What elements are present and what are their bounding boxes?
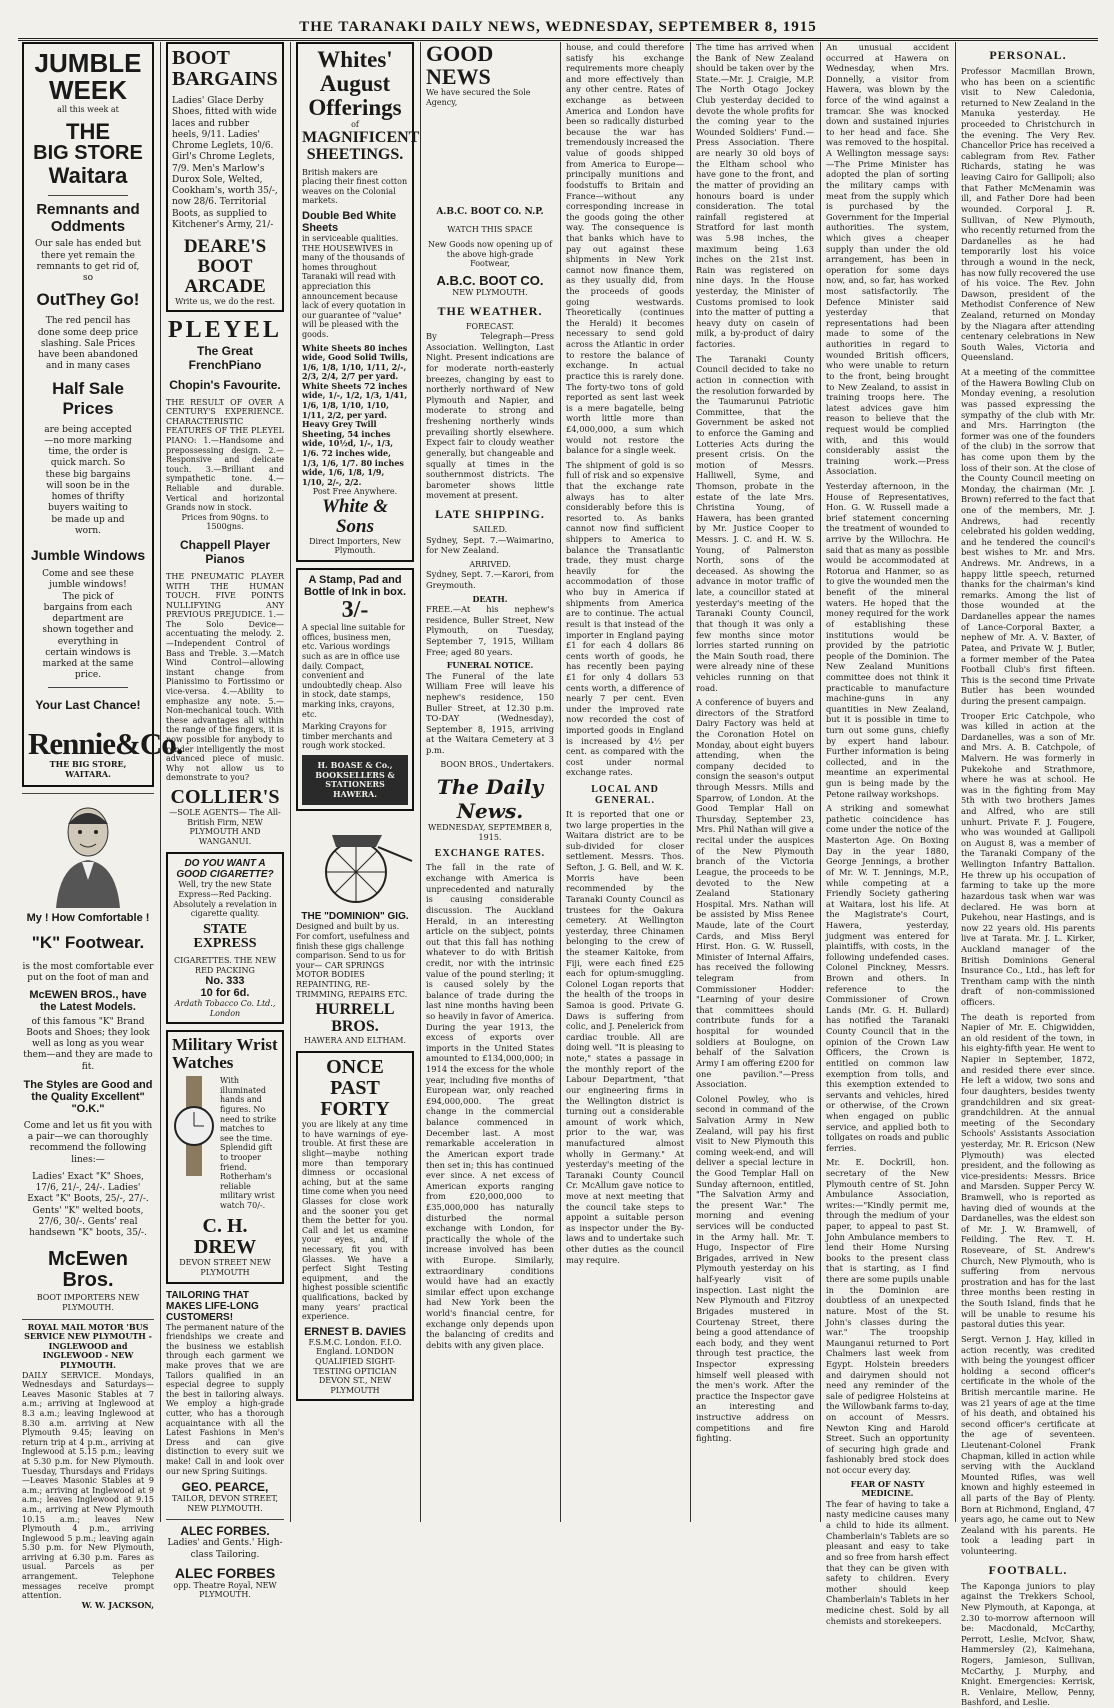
mail-heading: ROYAL MAIL MOTOR 'BUS SERVICE NEW PLYMOUTH - INGLEWOOD and INGLEWOOD - NEW PLYMOUTH. [24, 1321, 152, 1371]
daily-news-title: The Daily News. [436, 775, 544, 824]
fear-text: The fear of having to take a nasty medicine causes many a child to hide its ailment. Chamberlain's Tablets are so pleasant and easy to take and so free from harsh effect that they can be given with safety to children. Every mother should keep Chamberlain's Tablets in her medicine chest. Sold by all chemists and storekeepers. [826, 1498, 949, 1626]
column-rule [820, 42, 821, 1522]
column-rule [955, 42, 956, 1522]
pearce-heading: GEO. PEARCE, [181, 1480, 269, 1495]
masthead [18, 8, 1098, 41]
daily-date: WEDNESDAY, SEPTEMBER 8, 1915. [428, 823, 552, 842]
pearce-sub: TAILOR, DEVON STREET, NEW PLYMOUTH. [171, 1494, 279, 1513]
death-heading: DEATH. [472, 593, 508, 604]
hurrell-advert [296, 817, 414, 1045]
forty-heading: ONCE PAST FORTY [320, 1056, 390, 1121]
abc-heading-1: A.B.C. BOOT CO. N.P. [436, 207, 544, 218]
rennie-logo: Rennie&Co. [28, 725, 183, 761]
goodnews-text: We have secured the Sole Agency, [426, 88, 531, 107]
k-lines: Ladies' Exact "K" Shoes, 17/6, 21/-, 24/-. Ladies' Exact "K" Boots, 25/-, 27/-. Gents' "K" welted boots, 27/6, 30/-. Gents' real handsewn "K" boots, 35/-. [27, 1171, 149, 1239]
chappell-heading: Chappell Player Pianos [179, 537, 271, 566]
dominion-heading: THE "DOMINION" GIG. [301, 911, 409, 923]
comfort-heading: My ! How Comfortable ! [26, 912, 150, 925]
column-rule [560, 42, 561, 1522]
military-text: With illuminated hands and figures. No need to strike matches to see the time. Splendid gift to trooper friend. Rotherham's reliable military wrist watch 70/-. [220, 1076, 277, 1210]
arrived-text: Sydney, Sept. 7.—Karori, from Greymouth. [426, 569, 554, 590]
alec-text: Ladies' and Gents.' High-class Tailoring. [167, 1538, 283, 1560]
whitesons-logo: White & Sons [322, 496, 388, 537]
week-heading: WEEK [49, 75, 127, 106]
double-text: in serviceable qualities. THE HOUSEWIVES in many of the thousands of homes throughout Taranaki will read with appreciation this announcement because lack of every quotation in our guarantee of "value" will be pleased with the goods. [302, 233, 406, 339]
column-4 [426, 42, 554, 1522]
deare-sub: Write us, we do the rest. [175, 296, 275, 306]
davies-heading: ERNEST B. DAVIES [304, 1325, 406, 1338]
remnants-heading: Remnants and Oddments [36, 201, 140, 236]
personal-5: Sergt. Vernon J. Hay, killed in action recently, was credited with being the youngest officer holding a second officer's certificate in the whole of the British mercantile marine. He was 21 years of age at the time of his death, and obtained his second officer's certificate at the age of seventeen. Lieutenant-Colonel Frank Chapman, killed in action while serving with the Auckland Mounted Rifles, was well known and highly esteemed in all parts of the Bay of Plenty. Born at Richmond, England, 47 years ago, he came out to New Zealand with his parents. He took a leading part in volunteering. [961, 1333, 1095, 1557]
collier-sub: —SOLE AGENTS— The All-British Firm, NEW PLYMOUTH AND WANGANUI. [169, 807, 281, 846]
abc-heading-2: A.B.C. BOOT CO. [436, 273, 544, 288]
chopin-heading: Chopin's Favourite. [169, 377, 281, 392]
boot-text: Ladies' Glace Derby Shoes, fitted with wide laces and rubber heels, 9/11. Ladies' Chrome Leglets, 10/6. Girl's Chrome Leglets, 7/9. Men's Marlow's Durox Sole, Welted, Cookham's, worth 35/-, now 28/6. Territorial Boots, as supplied to Kitchener's Army, 21/- [172, 96, 278, 230]
funeral-text: The Funeral of the late William Free will leave his nephew's residence, 150 Buller Street, at 12.30 p.m. TO-DAY (Wednesday), September 8, 1915, arriving at the Waitara Cemetery at 3 p.m. [426, 670, 554, 756]
stamp-heading: A Stamp, Pad and Bottle of Ink in box. [303, 574, 407, 599]
death-text: FREE.—At his nephew's residence, Buller Street, New Plymouth, on Tuesday, September 7, 1915, William Free; aged 80 years. [426, 604, 554, 657]
military-heading: Military Wrist Watches [172, 1035, 278, 1073]
local-heading: LOCAL AND GENERAL. [591, 784, 659, 807]
davies-advert [296, 1051, 414, 1401]
lastchance-heading: Your Last Chance! [35, 697, 141, 712]
gig-carriage-illustration [296, 817, 414, 907]
chappell-text: THE PNEUMATIC PLAYER WITH THE HUMAN TOUCH. FIVE POINTS NULLIFYING ANY PREVIOUS PREJUDICE. 1.—The Solo Device—accentuating the melody. 2.—Independent Control of Bass and Treble. 3.—Match Wind Control—allowing instant change from Pianissimo to Fortissimo or vice-versa. 4.—Ability to emphasize any note. 5.—Non-mechanical touch. With these advantages all within the range of the fingers, it is now possible for anybody to render intelligently the most advanced piece of music. Why not allow us to demonstrate to you? [166, 571, 284, 783]
k-text-2: of this famous "K" Brand Boots and Shoes; they look well as long as you wear them—and they are made to fit. [23, 1016, 153, 1072]
news-6-2: The Taranaki County Council decided to take no action in connection with the resolution forwarded by the Taumarunui Patriotic Committee, that the Government be asked not to enforce the Gaming and Lotteries Acts during the present crisis. On the motion of Messrs. Halliwell, Syme, and Thomson, probate in the estate of the late Mrs. Christina Young, of Hawera, has been granted by Mr. Justice Cooper to Messrs. J. C. and H. W. S. Young, of Palmerston North, sons of the deceased. As showing the advance in motor traffic of late, a councillor stated at yesterday's meeting of the Taranaki County Council, that though it was only a few months since motor lorries started running on the Main South road, there were already nine of these vehicles running on that road. [696, 353, 814, 693]
remnants-text: Our sale has ended but there yet remain the remnants to get rid of, so [34, 239, 142, 284]
mail-signature: W. W. JACKSON, [81, 1599, 154, 1610]
pleyel-sub: The Great FrenchPiano [188, 343, 262, 372]
pleyel-heading: PLEYEL [167, 317, 283, 344]
davies-sub: F.S.M.C. London. F.I.O. England. LONDON QUALIFIED SIGHT-TESTING OPTICIAN DEVON ST., NEW PLYMOUTH [308, 1337, 402, 1395]
forty-text: you are likely at any time to have warnings of eye-trouble. At first these are slight—maybe nothing more than temporary dimness or occasional aching, but at the same time come when you need Glasses for close work and the sooner you get them the better for you. Call and let us examine your eyes, and, if necessary, fit you with Glasses. We have a perfect Sight Testing equipment, and the highest possible scientific qualifications, backed by many years' practical experience. [302, 1120, 408, 1322]
football-heading: FOOTBALL. [988, 1562, 1068, 1577]
outgo-heading: OutThey Go! [36, 290, 140, 310]
news-6-3: A conference of buyers and directors of the Stratford Dairy Factory was held at the Coronation Hotel on Monday, about eight buyers attending, when the company decided to consign the season's output through Messrs. Mills and Sparrow, of London. At the Good Templar Hall on Thursday, September 23, Mrs. Phil Nathan will give a recital under the auspices of the New Plymouth branch of the Victoria League, the proceeds to be devoted to the New Zealand Stationary Hospital. Mrs. Nathan will be assisted by Miss Renee Maude, late of the Court Cards, and Miss Beryl Hirst. Hon. G. W. Russell, Minister of Internal Affairs, has received the following telegram from Commissioner Hodder: "Learning of your desire that committees should contribute funds for a hospital for wounded soldiers at Boulogne, on behalf of the Salvation Army I am offering £200 for one pavilion."—Press Association. [696, 697, 815, 1090]
hurrell-heading: HURRELL BROS. [315, 1001, 395, 1035]
windows-heading: Jumble Windows [30, 547, 146, 564]
cigarette-text: Well, try the new State Express—Red Packing. Absolutely a revelation in cigarette quality. [173, 880, 277, 919]
state-express-logo: STATE EXPRESS [193, 921, 257, 952]
alec-heading-2: ALEC FORBES [174, 1564, 276, 1581]
the-heading: THE [66, 119, 110, 145]
halfsale-text: are being accepted—no more marking time, the order is quick march. So these big bargains will soon be in the homes of thrifty buyers waiting to be made up and worn. [44, 424, 132, 536]
jumble-sub: all this week at [57, 104, 119, 114]
column-rule [160, 42, 161, 1522]
boon-text: BOON BROS., Undertakers. [440, 759, 554, 769]
news-7-3: A striking and somewhat pathetic coincidence has come under the notice of the Masterton Age. On Boxing Day in the year 1880, George Jennings, a brother of Mr. W. T. Jennings, M.P., while competing at a Friendly Society gathering at Waitara, lost his life. At the Magistrate's Court, Hawera, yesterday, judgment was entered for plaintiffs, with costs, in the following undefended cases. Colonel Pinckney, Messrs. Brown and others. In reference to the Commissioner of Crown Lands (Mr. G. H. Bullard) has notified the Taranaki County Council that in the opinion of the Crown Law Officers, the Crown is entitled on common law exemption from tolls, and this exemption extended to servants and vehicles, hired or otherwise, of the Crown when engaged on public service, and applied both to tollgates on roads and public ferries. [826, 803, 949, 1153]
of-text: of [351, 120, 359, 130]
column-8 [961, 42, 1095, 1708]
newgoods-text: New Goods now opening up of the above high-grade Footwear, [427, 240, 553, 269]
personal-heading: PERSONAL. [989, 48, 1067, 62]
exchange-heading: EXCHANGE RATES. [434, 848, 546, 860]
alec-sub: opp. Theatre Royal, NEW PLYMOUTH. [173, 1580, 277, 1600]
collier-heading: COLLIER'S [170, 785, 280, 808]
pearce-advert [166, 1290, 284, 1514]
column-5 [566, 42, 684, 1522]
column-rule [290, 42, 291, 1522]
pleyel-advert [166, 318, 284, 846]
personal-1: Professor Macmillan Brown, who has been on a scientific visit to New Caledonia, returned to New Zealand in the Manuka yesterday. He proceeded to Christchurch in the evening. The Very Rev. Chancellor Price has received a cablegram from Rev. Father Richards, stating he was leaving Cairo for Gallipoli; also that Father McMenamin was ill, and Father Dore had been wounded. Corporal J. R. Sullivan, of New Plymouth, who recently returned from the Dardanelles as he had temporarily lost his voice through a wound in the neck, has now fully recovered the use of his voice. The Rev. John Dawson, president of the Methodist Conference of New Zealand, returned on Monday by the Niagara after attending centenary celebrations in New South Wales, Victoria and Queensland. [961, 66, 1095, 363]
sailed-heading: SAILED. [472, 524, 508, 534]
forecast-heading: FORECAST. [465, 321, 515, 331]
ardath: Ardath Tobacco Co. Ltd., London [174, 999, 276, 1018]
tailoring-heading: TAILORING THAT MAKES LIFE-LONG CUSTOMERS! [166, 1289, 259, 1323]
sheets-text: White Sheets 80 inches wide, Good Solid Twills, 1/6, 1/8, 1/10, 1/11, 2/-, 2/3, 2/4, 2/7 per yard. White Sheets 72 inches wide, 1/-, 1/2, 1/3, 1/41, 1/6, 1/8, 1/10, 1/10, 1/11, 2/2, per yard. Heavy Grey Twill Sheeting, 54 inches wide, 10½d, 1/-, 1/3, 1/6. 72 inches wide, 1/3, 1/6, 1/7. 80 inches wide, 1/6, 1/8, 1/9, 1/10, 2/-, 2/2. [302, 342, 408, 487]
footwear-advert [22, 793, 154, 1312]
drew-sub: DEVON STREET NEW PLYMOUTH [179, 1258, 271, 1278]
jumble-heading: JUMBLE [34, 48, 142, 78]
no333: No. 333 [205, 975, 245, 988]
exchange-continued-1: house, and could therefore satisfy his exchange requirements more cheaply and more effectively than any other centre. Rates of exchange as between America and London have been so radically disturbed because the war has tremendously increased the value of goods shipped from America to Europe—principally munitions and foodstuffs to Britain and France—without any corresponding increase in the goods going the other way. The consequence is that banks which have to pay out against these shipments in New York cannot now finance them, as they usually did, from the proceeds of goods going westwards. Theoretically (continues the Herald) it becomes necessary to send gold across the Atlantic in order to restore the balance of exchange. In actual practice this is rarely done. The forty-two tons of gold reported as sent last week is a mere bagatelle, being worth little more than £4,000,000, a sum which would not restore the balance for a single week. [566, 42, 684, 456]
dominion-text: Designed and built by us. For comfort, usefulness and finish these gigs challenge comparison. Send to us for your— CAR SPRINGS MOTOR BODIES REPAINTING, RE-TRIMMING, REPAIRS ETC. [296, 922, 410, 999]
deare-advert [166, 42, 284, 312]
whites-text: British makers are placing their finest cotton weaves on the Colonial markets. [302, 167, 408, 206]
fear-heading: FEAR OF NASTY MEDICINE. [850, 1478, 925, 1499]
halfsale-heading: Half Sale Prices [52, 378, 124, 418]
funeral-heading: FUNERAL NOTICE. [446, 660, 534, 671]
boase-banner: H. BOASE & Co., BOOKSELLERS & STATIONERS HAWERA. [302, 755, 408, 805]
personal-4: The death is reported from Napier of Mr. E. Chigwidden, an old resident of the town, in his eighty-fifth year. He went to Napier in September, 1872, and resided there ever since. He left a widow, two sons and four daughters, besides twenty grandchildren and six great-grandchildren. At the annual meeting of the Secondary Schools' Assistants Association yesterday, Mr. R. Ericson (New Plymouth) was elected president, and the following as vice-presidents: Messrs. Brice and Marsden. Supper Percy W. Bramwell, who is reported as having died of wounds at the Dardanelles, was the eldest son of Mr. J. W. Bramwell, of Feilding. The Rev. T. H. Roseveare, of St. Andrew's Church, New Plymouth, who is suffering from nervous prostration and has for the last three months been resting in the South Island, finds that he will be unable to resume his pastoral duties this year. [961, 1011, 1095, 1330]
column-7 [826, 42, 949, 1626]
deare-heading: DEARE'S BOOT ARCADE [183, 236, 267, 297]
exchange-text: The fall in the rate of exchange with America is unprecedented and naturally is causing considerable discussion. The Auckland Herald, in an interesting article on the subject, points out that this fall has nothing whatever to do with British credit, nor with the intrinsic value of the pound sterling; it is caused solely by the balance of trade during the last nine months having been so heavily in favor of America. During the year 1913, the excess of exports over imports in the United States amounted to £134,000,000; in 1914 the excess for the whole year, including five months of European war, only reached £94,000,000. The great change in the commercial balance commenced in December last. A most remarkable acceleration in the American export trade then set in; this has continued ever since. A net excess of American exports ranging from £20,000,000 to £35,000,000 has naturally disturbed the normal exchange with London, for practically the whole of the increase involved has been with Europe. Similarly, extraordinary conditions would have had an exactly similar effect upon exchange had New York been the world's financial centre, for exchange only depends upon the balancing of credits and debits with any given place. [426, 862, 554, 1350]
double-heading: Double Bed White Sheets [302, 209, 397, 234]
drew-advert [166, 1030, 284, 1283]
football-text: The Kaponga juniors to play against the Trekkers School, New Plymouth, at Kaponga, at 2.30 to-morrow afternoon will be: Macdonald, McCarthy, Perrott, Leslie, McIvor, Shaw, Hammersley (2), Kaimehana, Rogers, Jamieson, Sullivan, McCarthy, J. Murphy, and Knight. Emergencies: Kerrisk, R. Venlaire, Mellow, Penny, Bashford, and Leslie. [961, 1580, 1095, 1708]
rennie-advert [22, 42, 183, 787]
whitesons-sub: Direct Importers, New Plymouth. [309, 536, 401, 556]
column-rule [420, 42, 421, 1522]
pleyel-text: THE RESULT OF OVER A CENTURY'S EXPERIENCE. CHARACTERISTIC FEATURES OF THE PLEYEL PIANO: 1.—Handsome and prepossessing design. 2.—Responsive and delicate touch. 3.—Brilliant and sympathetic tone. 4.—Reliable and durable. Vertical and horizontal Grands now in stock. [166, 397, 284, 513]
column-1 [22, 42, 183, 1610]
state-sub: CIGARETTES. THE NEW RED PACKING [173, 956, 276, 975]
windows-text: Come and see these jumble windows! The pick of bargains from each department are shown together and everything in certain windows is marked at the same price. [42, 569, 134, 681]
news-7-1: An unusual accident occurred at Hawera on Wednesday, when Mrs. Donnelly, a visitor from Hawera, was blown by the force of the wind against a tramcar. She was knocked down and sustained injuries to her head and face. She was removed to the hospital. A Wellington message says:—The Prime Minister has adopted the plan of sorting the military camps with meat from the supply which is purchased by the Government for the Imperial authorities. The system, which gives a cheaper supply than under the old arrangement, has been in operation for some days now, and, so far, has worked most satisfactorily. The Defence Minister said yesterday that representations had been made to some of the authorities in regard to wounded British officers, who were unable to return to the front, being brought to New Zealand, to assist in training troops here. The latest advices gave him reason to believe that the request would be complied with, and this would considerably assist the training work.—Press Association. [826, 42, 949, 477]
forbes-advert [166, 1519, 284, 1600]
k-footwear-heading: "K" Footwear. [31, 933, 145, 953]
sailed-text: Sydney, Sept. 7.—Waimarino, for New Zealand. [426, 534, 554, 556]
mcewen-sub: BOOT IMPORTERS NEW PLYMOUTH. [36, 1293, 140, 1313]
magnificent-heading: MAGNIFICENT SHEETINGS. [302, 129, 420, 163]
no333-price: 10 for 6d. [200, 987, 250, 1000]
hurrell-sub: HAWERA AND ELTHAM. [304, 1035, 406, 1045]
column-6 [696, 42, 814, 1522]
boot-bargains-heading: BOOT BARGAINS [172, 47, 278, 90]
man-portrait-illustration [48, 798, 128, 908]
pleyel-price: Prices from 90gns. to 1500gns. [181, 512, 269, 532]
masthead-title: THE TARANAKI DAILY NEWS, WEDNESDAY, SEPTEMBER 8, 1915 [299, 19, 817, 35]
drew-heading: C. H. DREW [193, 1215, 257, 1259]
post-free: Post Free Anywhere. [312, 487, 398, 497]
outgo-text: The red pencil has done some deep price slashing. Sale Prices have been abandoned and in many cases [37, 316, 139, 372]
mail-text: DAILY SERVICE. Mondays, Wednesdays and Saturdays—Leaves Masonic Stables at 7 a.m.; arriving at Inglewood at 8.3 a.m.; leaving Inglewood at 8.30 a.m. arriving at New Plymouth 9.45; leaving on return trip at 4 p.m., arriving at Inglewood at 5.15 p.m.; leaving at 5.30 p.m. for New Plymouth. Tuesday, Thursdays and Fridays—Leaves Masonic Stables at 9 a.m.; arriving at Inglewood at 9 a.m.; leaves Inglewood at 9.15 a.m., arriving at New Plymouth 10.15 a.m.; leaves New Plymouth 4 p.m., arriving Inglewood 5 p.m.; leaving again 5.30 p.m. for New Plymouth, arriving at 6.30 p.m. Fares as usual. Parcels as per arrangement. Telephone messages receive prompt attention. [22, 1370, 154, 1601]
arrived-heading: ARRIVED. [469, 559, 511, 569]
waitara-heading: Waitara [48, 163, 128, 189]
exchange-continued-2: The shipment of gold is so full of risk and so expensive that the exchange rate always has to alter considerably before this is resorted to. As banks cannot now find sufficient shippers to America to balance the Transatlantic trade, they must charge heavily for the accommodation of those who buy in America if shipments from America are to continue. The actual result is that instead of the importer in England paying £1 for each 4 dollars 86 cents worth of goods, he has recently been paying £1 for only 4 dollars 53 cents worth, a difference of nearly 7 per cent. Even under the improved rate now recorded the cost of imported goods in England is increased by 4½ per cent. as compared with the cost under normal exchange rates. [566, 459, 684, 778]
abc-np: NEW PLYMOUTH. [452, 288, 528, 297]
rennie-sub: THE BIG STORE, WAITARA. [49, 759, 127, 779]
local-text: It is reported that one or two large properties in the Waitara district are to be sub-divided for closer settlement. Messrs. Thos. Sefton, J. G. Bell, and W. K. Morris have been recommended by the Taranaki County Council as trustees for the Oakura cemetery. At Wellington yesterday, three Chinamen belonging to the crew of the steamer Kaitoke, from Fiji, were each fined £25 each for opium-smuggling. Colonel Logan reports that the health of the troops in Samoa is good. Private G. Daws is suffering from colic, and J. Penelerick from cardiac trouble. All are doing well. "It is pleasing to note," states a passage in the monthly report of the Labour Department, "that our engineering firms in the Wellington district is turning out a considerable amount of work which, prior to the war, was manufactured almost wholly in Germany." At yesterday's meeting of the Taranaki County Council Cr. McAllum gave notice to move at next meeting that the council take steps to appoint a suitable person as inspector under the By-laws and to undertake such other duties as the council may require. [566, 809, 684, 1265]
shipping-heading: LATE SHIPPING. [435, 506, 545, 521]
column-3 [296, 42, 420, 1522]
cigarette-heading: DO YOU WANT A GOOD CIGARETTE? [176, 858, 274, 881]
news-7-4: Mr. E. Dockrill, hon. secretary of the New Plymouth centre of St. John Ambulance Association, writes:—"Kindly permit me, through the medium of your paper, to appeal to past St. John Ambulance members to lend their Home Nursing books to the present class that is starting, as I find there are some pupils unable in the Dominion are doubtless of an unexpected nature. Most of the St. John's classes during the war." The troopship Maunganui returned to Port Chalmers last week from Egypt. Holstein breeders and dairymen should not need any reminder of the sale of pedigree Holsteins at the Willowbank farms to-day, on account of Messrs. Newton King and Harold Street. Such an opportunity of securing high grade and fashionably bred stock does not occur every day. [826, 1157, 949, 1476]
watch-text: WATCH THIS SPACE [447, 224, 533, 234]
mail-service-advert [22, 1319, 154, 1611]
boase-advert [296, 568, 414, 811]
alec-heading-1: ALEC FORBES. [180, 1524, 270, 1539]
mcewen-have: McEWEN BROS., have the Latest Models. [29, 988, 147, 1013]
column-2 [166, 42, 284, 1600]
bigstore-heading: BIG STORE [33, 142, 143, 165]
personal-2: At a meeting of the committee of the Hawera Bowling Club on Monday evening, a resolution was passed expressing the sympathy of the club with Mr. and Mrs. Harrington (the former was one of the founders of the club) in the sorrow that has come upon them by the loss of their son. At the close of the County Council meeting on Monday, the chairman (Mr. J. Brown) referred to the fact that one of the members, Mr. J. Andrews, had recently celebrated his golden wedding, and he tendered the council's best wishes to Mr. and Mrs. Andrews. Mr. Andrews, in a happy little speech, returned thanks for the chairman's kind remarks. Among the list of those wounded at the Dardanelles appear the names of Lance-Corporal Baxter, a nephew of Mr. A. V. Baxter, of Patea, and Private W. J. Butler, a former member of the Patea Football Club's first fifteen. This is the second time Private Butler has been wounded during the present campaign. [961, 367, 1095, 706]
crayons-text: Marking Crayons for timber merchants and rough work stocked. [302, 722, 393, 751]
personal-3: Trooper Eric Catchpole, who was killed in action at the Dardanelles, was a son of Mr. and Mrs. A. B. Catchpole, of Malvern. He was formerly in Pukekohe and Strathmore, where he was at school. He was in the fighting from May 5th with two brothers James and Alfred, who are still unhurt. Private F. J. Fougere, who was wounded at Gallipoli on August 8, was a member of the Taranaki Company of the Wellington Infantry Battalion. He threw up his occupation of farming to take up the more hazardous task when war was declared. He was born at Pukehou, near Hastings, and is now 22 years old. His parents live at Tarata. Mr. J. L. Kirker, Auckland manager of the British Dominions General Insurance Co., Ltd., has left for Trentham camp with the ninth draft of non-commissioned officers. [961, 710, 1095, 1008]
stamp-text: A special line suitable for offices, business men, etc. Various wordings such as are in office use daily. Compact, convenient and undoubtedly cheap. Also in stock, date stamps, marking inks, crayons, etc. [302, 623, 406, 719]
whites-heading: Whites' August Offerings [308, 47, 402, 121]
wrist-watch-illustration [172, 1076, 216, 1176]
mcewen-logo: McEwen Bros. [47, 1248, 129, 1292]
news-6-1: The time has arrived when the Bank of New Zealand should be taken over by the State.—Mr. J. Craigie, M.P. The North Otago Jockey Club yesterday decided to devote the whole profits for the coming year to the Wounded Soldiers' Fund.—Press Association. There are nearly 30 old boys of the Eltham school who have gone to the front, and the matter of providing an honours board is under consideration. The total rainfall registered at Stratford for last month was 5.98 inches, the maximum being 1.63 inches on the 21st inst. Rain was registered on nine days. In the House yesterday, the Minister of Customs promised to look into the matter of putting a heavy duty on casein of milk, a by-product of dairy factories. [696, 42, 814, 350]
goodnews-heading: GOOD NEWS [426, 41, 494, 90]
tailoring-text: The permanent nature of the friendships we create and the business we establish through each garment we make proves that we are Tailors qualified in an especial degree to supply the best in tailoring always. We employ a high-grade cutter, who has a thorough acquaintance with all the Latest Fashions in Men's Dress and can give distinction to every suit we make! Call in and look over our new Spring Suitings. [166, 1322, 284, 1476]
news-7-2: Yesterday afternoon, in the House of Representatives, Hon. G. W. Russell made a brief statement concerning the treatment of wounded to arrive by the Willochra. He said that as many as possible would be accommodated at Rotorua and Hanmer, so as to give the wounded men the benefit of the mineral waters. He hoped that the money required for the work of establishing these institutions would be provided by the patriotic people of the Dominion. The New Zealand Munitions committee does not think it practicable to manufacture machine-guns in any quantities in New Zealand, but it is possible in time to turn out some guns, chiefly by expert hand labour. Further information is being collected, and in the meantime an experimental gun is being made by the Petone railway workshops. [826, 480, 949, 799]
state-express-advert [166, 852, 284, 1024]
column-rule [690, 42, 691, 1522]
weather-heading: THE WEATHER. [437, 303, 543, 318]
stamp-price: 3/- [341, 597, 369, 624]
news-6-4: Colonel Powley, who is second in command of the Salvation Army in New Zealand, will pay his first visit to New Plymouth this coming week-end, and will deliver a special lecture in the Good Templar Hall on Sunday afternoon, entitled, "The Salvation Army and the present War." The morning and evening services will be conducted in the Army hall. Mr. T. Hugo, Inspector of Fire Brigades, arrived in New Plymouth yesterday on his half-yearly visit of inspection. Last night the New Plymouth and Fitzroy Brigades mustered in Courtenay Street, there being a good attendance of each body, and they went through test practice, the Inspector expressing himself well pleased with the men's work. After the practice the Inspector gave an interesting and instructive address on competitions and fire fighting. [696, 1093, 814, 1444]
k-text: is the most comfortable ever put on the foot of man and [22, 962, 154, 984]
whites-advert [296, 42, 420, 562]
weather-text: By Telegraph—Press Association. Wellington, Last Night. Present indications are for moderate north-easterly breezes, changing by east to northerly northward of New Plymouth and Napier, and moderate to strong and freshening northerly winds prevailing shortly elsewhere. Expect fair to cloudy weather generally, but changeable and squally at times in the southernmost districts. The barometer shows little movement at present. [426, 331, 554, 501]
styles-heading: The Styles are Good and the Quality Excellent" "O.K." [23, 1078, 153, 1115]
k-text-3: Come and let us fit you with a pair—we can thoroughly recommend the following lines:— [23, 1120, 153, 1165]
